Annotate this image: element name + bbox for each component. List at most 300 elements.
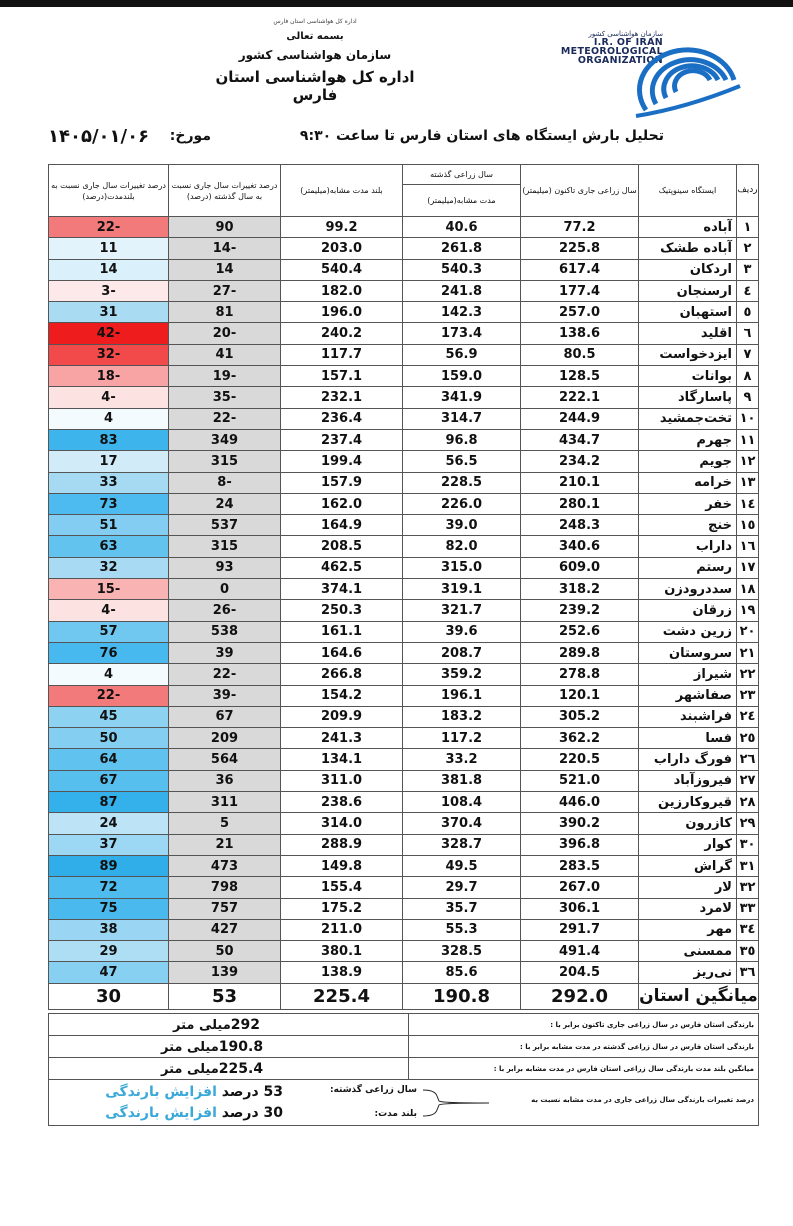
station-row bbox=[49, 302, 759, 323]
current-rainfall: 239.2 bbox=[521, 600, 639, 621]
pct-vs-last-year: 39 bbox=[169, 642, 281, 663]
col-longterm: بلند مدت مشابه(میلیمتر) bbox=[281, 165, 403, 217]
current-rainfall: 306.1 bbox=[521, 898, 639, 919]
unit-label: میلی متر bbox=[161, 1061, 219, 1077]
current-rainfall: 257.0 bbox=[521, 302, 639, 323]
col-pct-last: درصد تغییرات سال جاری نسبت به سال گذشته (درصد) bbox=[169, 165, 281, 217]
station-row bbox=[49, 728, 759, 749]
longterm-rainfall: 209.9 bbox=[281, 706, 403, 727]
current-rainfall: 396.8 bbox=[521, 834, 639, 855]
summary-last-number: 190.8 bbox=[218, 1038, 264, 1055]
longterm-rainfall: 238.6 bbox=[281, 792, 403, 813]
last-year-rainfall: 40.6 bbox=[403, 217, 521, 238]
row-number: ۲۹ bbox=[737, 813, 759, 834]
pct-vs-last-year: 349 bbox=[169, 429, 281, 450]
row-number: ۲۱ bbox=[737, 642, 759, 663]
station-name: تخت‌جمشید bbox=[639, 408, 737, 429]
station-row bbox=[49, 280, 759, 301]
current-rainfall: 390.2 bbox=[521, 813, 639, 834]
row-number: ۹ bbox=[737, 387, 759, 408]
pct-vs-last-year: 24 bbox=[169, 493, 281, 514]
last-year-rainfall: 314.7 bbox=[403, 408, 521, 429]
longterm-rainfall: 154.2 bbox=[281, 685, 403, 706]
pct-vs-last-year: 209 bbox=[169, 728, 281, 749]
pct-vs-longterm: 87 bbox=[49, 792, 169, 813]
current-rainfall: 234.2 bbox=[521, 451, 639, 472]
row-number: ۳۰ bbox=[737, 834, 759, 855]
pct-vs-longterm: 17 bbox=[49, 451, 169, 472]
station-name: آباده bbox=[639, 217, 737, 238]
meteorological-logo bbox=[518, 30, 748, 120]
station-name: کازرون bbox=[639, 813, 737, 834]
col-row: ردیف bbox=[737, 165, 759, 217]
pct-vs-last-year: 41 bbox=[169, 344, 281, 365]
pct-vs-last-year: 537 bbox=[169, 515, 281, 536]
current-rainfall: 244.9 bbox=[521, 408, 639, 429]
letterhead-note: اداره کل هواشناسی استان فارس bbox=[273, 18, 357, 25]
pct-vs-longterm: 64 bbox=[49, 749, 169, 770]
longterm-rainfall: 99.2 bbox=[281, 217, 403, 238]
pct-vs-last-year: 5 bbox=[169, 813, 281, 834]
row-number: ۲۸ bbox=[737, 792, 759, 813]
last-year-rainfall: 359.2 bbox=[403, 664, 521, 685]
current-rainfall: 291.7 bbox=[521, 919, 639, 940]
station-name: نی‌ریز bbox=[639, 962, 737, 983]
longterm-rainfall: 237.4 bbox=[281, 429, 403, 450]
longterm-rainfall: 161.1 bbox=[281, 621, 403, 642]
pct-vs-last-year: 757 bbox=[169, 898, 281, 919]
last-year-rainfall: 85.6 bbox=[403, 962, 521, 983]
current-rainfall: 222.1 bbox=[521, 387, 639, 408]
pct-vs-last-year: 538 bbox=[169, 621, 281, 642]
row-number: ٢٤ bbox=[737, 706, 759, 727]
station-row bbox=[49, 217, 759, 238]
pct-vs-longterm: 89 bbox=[49, 855, 169, 876]
current-rainfall: 177.4 bbox=[521, 280, 639, 301]
current-rainfall: 362.2 bbox=[521, 728, 639, 749]
station-name: فسا bbox=[639, 728, 737, 749]
row-number: ۲۳ bbox=[737, 685, 759, 706]
longterm-rainfall: 380.1 bbox=[281, 941, 403, 962]
summary-long-desc: میانگین بلند مدت بارندگی سال زراعی استان فارس در مدت مشابه برابر با : bbox=[409, 1058, 759, 1080]
summary-current-number: 292 bbox=[230, 1016, 261, 1033]
row-number: ۲٦ bbox=[737, 749, 759, 770]
increase-label: افزایش بارندگی bbox=[105, 1084, 217, 1100]
pct-vs-last-year: -22 bbox=[169, 408, 281, 429]
station-name: بوانات bbox=[639, 366, 737, 387]
station-name: استهبان bbox=[639, 302, 737, 323]
station-row bbox=[49, 579, 759, 600]
last-year-rainfall: 315.0 bbox=[403, 557, 521, 578]
summary-change-long bbox=[73, 1105, 283, 1121]
pct-vs-longterm: -22 bbox=[49, 685, 169, 706]
station-row bbox=[49, 941, 759, 962]
last-year-rainfall: 241.8 bbox=[403, 280, 521, 301]
row-number: ۳٤ bbox=[737, 919, 759, 940]
increase-label: افزایش بارندگی bbox=[105, 1105, 217, 1121]
current-rainfall: 77.2 bbox=[521, 217, 639, 238]
station-name: فیروزآباد bbox=[639, 770, 737, 791]
longterm-rainfall: 149.8 bbox=[281, 855, 403, 876]
row-number: ۳۳ bbox=[737, 898, 759, 919]
station-row bbox=[49, 813, 759, 834]
summary-table bbox=[48, 1013, 759, 1126]
pct-vs-last-year: 21 bbox=[169, 834, 281, 855]
station-name: ایزدخواست bbox=[639, 344, 737, 365]
station-row bbox=[49, 429, 759, 450]
station-name: لامرد bbox=[639, 898, 737, 919]
row-number: ۳۱ bbox=[737, 855, 759, 876]
row-number: ۳۲ bbox=[737, 877, 759, 898]
pct-vs-last-year: -22 bbox=[169, 664, 281, 685]
pct-vs-last-year: 90 bbox=[169, 217, 281, 238]
station-name: زرقان bbox=[639, 600, 737, 621]
station-name: پاسارگاد bbox=[639, 387, 737, 408]
station-name: گراش bbox=[639, 855, 737, 876]
pct-vs-longterm: 75 bbox=[49, 898, 169, 919]
pct-vs-longterm: -32 bbox=[49, 344, 169, 365]
report-title: تحلیل بارش ایستگاه های استان فارس تا ساعت ۹:۳۰ bbox=[299, 128, 664, 144]
station-name: اردکان bbox=[639, 259, 737, 280]
last-year-rainfall: 56.9 bbox=[403, 344, 521, 365]
pct-vs-longterm: 4 bbox=[49, 408, 169, 429]
pct-vs-longterm: 31 bbox=[49, 302, 169, 323]
longterm-rainfall: 374.1 bbox=[281, 579, 403, 600]
row-number: ٦ bbox=[737, 323, 759, 344]
last-year-rainfall: 39.0 bbox=[403, 515, 521, 536]
logo-line-2: METEOROLOGICAL bbox=[560, 46, 663, 57]
station-name: رستم bbox=[639, 557, 737, 578]
last-year-rainfall: 33.2 bbox=[403, 749, 521, 770]
pct-vs-longterm: 29 bbox=[49, 941, 169, 962]
station-name: آباده طشک bbox=[639, 238, 737, 259]
station-row bbox=[49, 877, 759, 898]
row-number: ۱۱ bbox=[737, 429, 759, 450]
row-number: ۱۲ bbox=[737, 451, 759, 472]
current-rainfall: 138.6 bbox=[521, 323, 639, 344]
pct-vs-last-year: 139 bbox=[169, 962, 281, 983]
pct-vs-last-year: 67 bbox=[169, 706, 281, 727]
current-rainfall: 289.8 bbox=[521, 642, 639, 663]
station-row bbox=[49, 387, 759, 408]
pct-vs-last-year: -26 bbox=[169, 600, 281, 621]
last-year-rainfall: 261.8 bbox=[403, 238, 521, 259]
station-row bbox=[49, 621, 759, 642]
station-name: خرامه bbox=[639, 472, 737, 493]
station-name: صفاشهر bbox=[639, 685, 737, 706]
organization-name: سازمان هواشناسی کشور bbox=[238, 48, 392, 62]
longterm-rainfall: 250.3 bbox=[281, 600, 403, 621]
pct-vs-longterm: 76 bbox=[49, 642, 169, 663]
row-number: ۱۳ bbox=[737, 472, 759, 493]
summary-change-cell bbox=[49, 1080, 759, 1126]
longterm-rainfall: 211.0 bbox=[281, 919, 403, 940]
longterm-rainfall: 117.7 bbox=[281, 344, 403, 365]
last-year-rainfall: 117.2 bbox=[403, 728, 521, 749]
last-year-rainfall: 82.0 bbox=[403, 536, 521, 557]
pct-vs-last-year: -19 bbox=[169, 366, 281, 387]
average-current: 292.0 bbox=[521, 983, 639, 1009]
unit-label: میلی متر bbox=[161, 1039, 219, 1055]
longterm-rainfall: 157.1 bbox=[281, 366, 403, 387]
last-year-rainfall: 196.1 bbox=[403, 685, 521, 706]
row-number: ۱۹ bbox=[737, 600, 759, 621]
basmala: بسمه تعالی bbox=[286, 31, 344, 42]
pct-vs-last-year: 315 bbox=[169, 536, 281, 557]
station-name: داراب bbox=[639, 536, 737, 557]
station-name: قیروکارزین bbox=[639, 792, 737, 813]
last-year-rainfall: 108.4 bbox=[403, 792, 521, 813]
province-average-row bbox=[49, 983, 759, 1009]
summary-long-number: 225.4 bbox=[218, 1060, 264, 1077]
summary-current-value bbox=[49, 1014, 409, 1036]
station-row bbox=[49, 451, 759, 472]
longterm-rainfall: 138.9 bbox=[281, 962, 403, 983]
station-row bbox=[49, 323, 759, 344]
pct-vs-longterm: 47 bbox=[49, 962, 169, 983]
report-title-row bbox=[48, 126, 756, 150]
pct-vs-last-year: -14 bbox=[169, 238, 281, 259]
row-number: ٤ bbox=[737, 280, 759, 301]
last-year-rainfall: 208.7 bbox=[403, 642, 521, 663]
average-pct-last: 53 bbox=[169, 983, 281, 1009]
station-row bbox=[49, 366, 759, 387]
change-long-value: 30 bbox=[263, 1105, 283, 1121]
pct-vs-last-year: 564 bbox=[169, 749, 281, 770]
row-number: ۲ bbox=[737, 238, 759, 259]
longterm-rainfall: 240.2 bbox=[281, 323, 403, 344]
station-row bbox=[49, 493, 759, 514]
pct-vs-longterm: 32 bbox=[49, 557, 169, 578]
row-number: ۱ bbox=[737, 217, 759, 238]
longterm-rainfall: 208.5 bbox=[281, 536, 403, 557]
pct-vs-longterm: -4 bbox=[49, 600, 169, 621]
longterm-rainfall: 157.9 bbox=[281, 472, 403, 493]
longterm-rainfall: 196.0 bbox=[281, 302, 403, 323]
department-name: اداره کل هواشناسی استان فارس bbox=[215, 68, 415, 104]
station-row bbox=[49, 600, 759, 621]
summary-last-desc: بارندگی استان فارس در سال زراعی گذشته در مدت مشابه برابر با : bbox=[409, 1036, 759, 1058]
current-rainfall: 278.8 bbox=[521, 664, 639, 685]
pct-vs-longterm: 24 bbox=[49, 813, 169, 834]
station-row bbox=[49, 557, 759, 578]
station-row bbox=[49, 749, 759, 770]
pct-vs-last-year: -8 bbox=[169, 472, 281, 493]
longterm-rainfall: 182.0 bbox=[281, 280, 403, 301]
row-number: ۲۰ bbox=[737, 621, 759, 642]
last-year-rainfall: 56.5 bbox=[403, 451, 521, 472]
longterm-rainfall: 162.0 bbox=[281, 493, 403, 514]
col-current: سال زراعی جاری تاکنون (میلیمتر) bbox=[521, 165, 639, 217]
logo-icon bbox=[626, 38, 744, 122]
station-name: لار bbox=[639, 877, 737, 898]
station-name: مهر bbox=[639, 919, 737, 940]
row-number: ۲۷ bbox=[737, 770, 759, 791]
longterm-rainfall: 236.4 bbox=[281, 408, 403, 429]
pct-vs-longterm: 11 bbox=[49, 238, 169, 259]
longterm-rainfall: 540.4 bbox=[281, 259, 403, 280]
summary-change-last bbox=[73, 1084, 283, 1100]
station-row bbox=[49, 536, 759, 557]
pct-vs-last-year: 798 bbox=[169, 877, 281, 898]
unit-label: میلی متر bbox=[173, 1017, 231, 1033]
last-year-rainfall: 159.0 bbox=[403, 366, 521, 387]
last-year-rainfall: 321.7 bbox=[403, 600, 521, 621]
row-number: ۱٦ bbox=[737, 536, 759, 557]
col-last-year-group: سال زراعی گذشته bbox=[403, 165, 521, 185]
station-row bbox=[49, 770, 759, 791]
percent-word: درصد bbox=[221, 1084, 259, 1100]
current-rainfall: 521.0 bbox=[521, 770, 639, 791]
station-name: اقلید bbox=[639, 323, 737, 344]
pct-vs-last-year: 93 bbox=[169, 557, 281, 578]
pct-vs-longterm: -3 bbox=[49, 280, 169, 301]
pct-vs-last-year: -39 bbox=[169, 685, 281, 706]
current-rainfall: 220.5 bbox=[521, 749, 639, 770]
station-name: سددرودزن bbox=[639, 579, 737, 600]
last-year-rainfall: 540.3 bbox=[403, 259, 521, 280]
last-year-rainfall: 319.1 bbox=[403, 579, 521, 600]
row-number: ۱٥ bbox=[737, 515, 759, 536]
row-number: ۳٥ bbox=[737, 941, 759, 962]
row-number: ۱۷ bbox=[737, 557, 759, 578]
current-rainfall: 252.6 bbox=[521, 621, 639, 642]
current-rainfall: 225.8 bbox=[521, 238, 639, 259]
station-name: جویم bbox=[639, 451, 737, 472]
row-number: ۳٦ bbox=[737, 962, 759, 983]
summary-current-desc: بارندگی استان فارس در سال زراعی جاری تاکنون برابر با : bbox=[409, 1014, 759, 1036]
longterm-rainfall: 232.1 bbox=[281, 387, 403, 408]
longterm-rainfall: 155.4 bbox=[281, 877, 403, 898]
current-rainfall: 283.5 bbox=[521, 855, 639, 876]
summary-key-last-year: سال زراعی گذشته: bbox=[329, 1085, 417, 1095]
pct-vs-last-year: 311 bbox=[169, 792, 281, 813]
pct-vs-last-year: 81 bbox=[169, 302, 281, 323]
station-row bbox=[49, 792, 759, 813]
current-rainfall: 305.2 bbox=[521, 706, 639, 727]
col-pct-long: درصد تغییرات سال جاری نسبت به بلندمدت(درصد) bbox=[49, 165, 169, 217]
station-name: فورگ داراب bbox=[639, 749, 737, 770]
last-year-rainfall: 328.5 bbox=[403, 941, 521, 962]
pct-vs-longterm: 67 bbox=[49, 770, 169, 791]
last-year-rainfall: 35.7 bbox=[403, 898, 521, 919]
report-date: ۱۴۰۵/۰۱/۰۶ bbox=[48, 126, 150, 147]
last-year-rainfall: 142.3 bbox=[403, 302, 521, 323]
pct-vs-last-year: -20 bbox=[169, 323, 281, 344]
current-rainfall: 248.3 bbox=[521, 515, 639, 536]
last-year-rainfall: 381.8 bbox=[403, 770, 521, 791]
longterm-rainfall: 164.9 bbox=[281, 515, 403, 536]
status-bar bbox=[0, 0, 793, 7]
station-row bbox=[49, 919, 759, 940]
station-name: شیراز bbox=[639, 664, 737, 685]
station-row bbox=[49, 855, 759, 876]
last-year-rainfall: 173.4 bbox=[403, 323, 521, 344]
current-rainfall: 434.7 bbox=[521, 429, 639, 450]
last-year-rainfall: 226.0 bbox=[403, 493, 521, 514]
row-number: ۸ bbox=[737, 366, 759, 387]
station-row bbox=[49, 472, 759, 493]
pct-vs-longterm: 45 bbox=[49, 706, 169, 727]
current-rainfall: 318.2 bbox=[521, 579, 639, 600]
change-last-value: 53 bbox=[263, 1084, 283, 1100]
station-row bbox=[49, 664, 759, 685]
station-name: فراشبند bbox=[639, 706, 737, 727]
pct-vs-longterm: 57 bbox=[49, 621, 169, 642]
average-long: 225.4 bbox=[281, 983, 403, 1009]
percent-word: درصد bbox=[221, 1105, 259, 1121]
station-row bbox=[49, 515, 759, 536]
row-number: ٥ bbox=[737, 302, 759, 323]
pct-vs-last-year: 315 bbox=[169, 451, 281, 472]
last-year-rainfall: 96.8 bbox=[403, 429, 521, 450]
row-number: ۱۰ bbox=[737, 408, 759, 429]
col-last-year: مدت مشابه(میلیمتر) bbox=[403, 185, 521, 217]
logo-fa-text: سازمان هواشناسی کشور bbox=[588, 30, 663, 38]
station-name: کوار bbox=[639, 834, 737, 855]
last-year-rainfall: 183.2 bbox=[403, 706, 521, 727]
current-rainfall: 446.0 bbox=[521, 792, 639, 813]
last-year-rainfall: 328.7 bbox=[403, 834, 521, 855]
average-label: میانگین استان bbox=[639, 983, 759, 1009]
current-rainfall: 280.1 bbox=[521, 493, 639, 514]
average-last: 190.8 bbox=[403, 983, 521, 1009]
row-number: ۲٥ bbox=[737, 728, 759, 749]
pct-vs-last-year: 0 bbox=[169, 579, 281, 600]
longterm-rainfall: 241.3 bbox=[281, 728, 403, 749]
longterm-rainfall: 311.0 bbox=[281, 770, 403, 791]
pct-vs-longterm: -42 bbox=[49, 323, 169, 344]
station-row bbox=[49, 962, 759, 983]
current-rainfall: 210.1 bbox=[521, 472, 639, 493]
longterm-rainfall: 175.2 bbox=[281, 898, 403, 919]
date-label: مورخ: bbox=[169, 128, 211, 144]
logo-line-3: ORGANIZATION bbox=[577, 55, 663, 66]
current-rainfall: 120.1 bbox=[521, 685, 639, 706]
current-rainfall: 267.0 bbox=[521, 877, 639, 898]
pct-vs-longterm: 38 bbox=[49, 919, 169, 940]
longterm-rainfall: 462.5 bbox=[281, 557, 403, 578]
row-number: ۱۸ bbox=[737, 579, 759, 600]
longterm-rainfall: 134.1 bbox=[281, 749, 403, 770]
last-year-rainfall: 341.9 bbox=[403, 387, 521, 408]
last-year-rainfall: 370.4 bbox=[403, 813, 521, 834]
pct-vs-last-year: 36 bbox=[169, 770, 281, 791]
current-rainfall: 340.6 bbox=[521, 536, 639, 557]
pct-vs-last-year: 50 bbox=[169, 941, 281, 962]
station-name: ارسنجان bbox=[639, 280, 737, 301]
last-year-rainfall: 228.5 bbox=[403, 472, 521, 493]
summary-last-value bbox=[49, 1036, 409, 1058]
brace-icon bbox=[421, 1088, 491, 1118]
pct-vs-longterm: -4 bbox=[49, 387, 169, 408]
pct-vs-last-year: -27 bbox=[169, 280, 281, 301]
current-rainfall: 80.5 bbox=[521, 344, 639, 365]
longterm-rainfall: 314.0 bbox=[281, 813, 403, 834]
pct-vs-longterm: 51 bbox=[49, 515, 169, 536]
longterm-rainfall: 288.9 bbox=[281, 834, 403, 855]
station-row bbox=[49, 685, 759, 706]
last-year-rainfall: 29.7 bbox=[403, 877, 521, 898]
station-name: سروستان bbox=[639, 642, 737, 663]
average-pct-long: 30 bbox=[49, 983, 169, 1009]
letterhead bbox=[200, 18, 430, 104]
station-row bbox=[49, 408, 759, 429]
station-row bbox=[49, 898, 759, 919]
longterm-rainfall: 164.6 bbox=[281, 642, 403, 663]
pct-vs-last-year: 14 bbox=[169, 259, 281, 280]
pct-vs-longterm: 33 bbox=[49, 472, 169, 493]
